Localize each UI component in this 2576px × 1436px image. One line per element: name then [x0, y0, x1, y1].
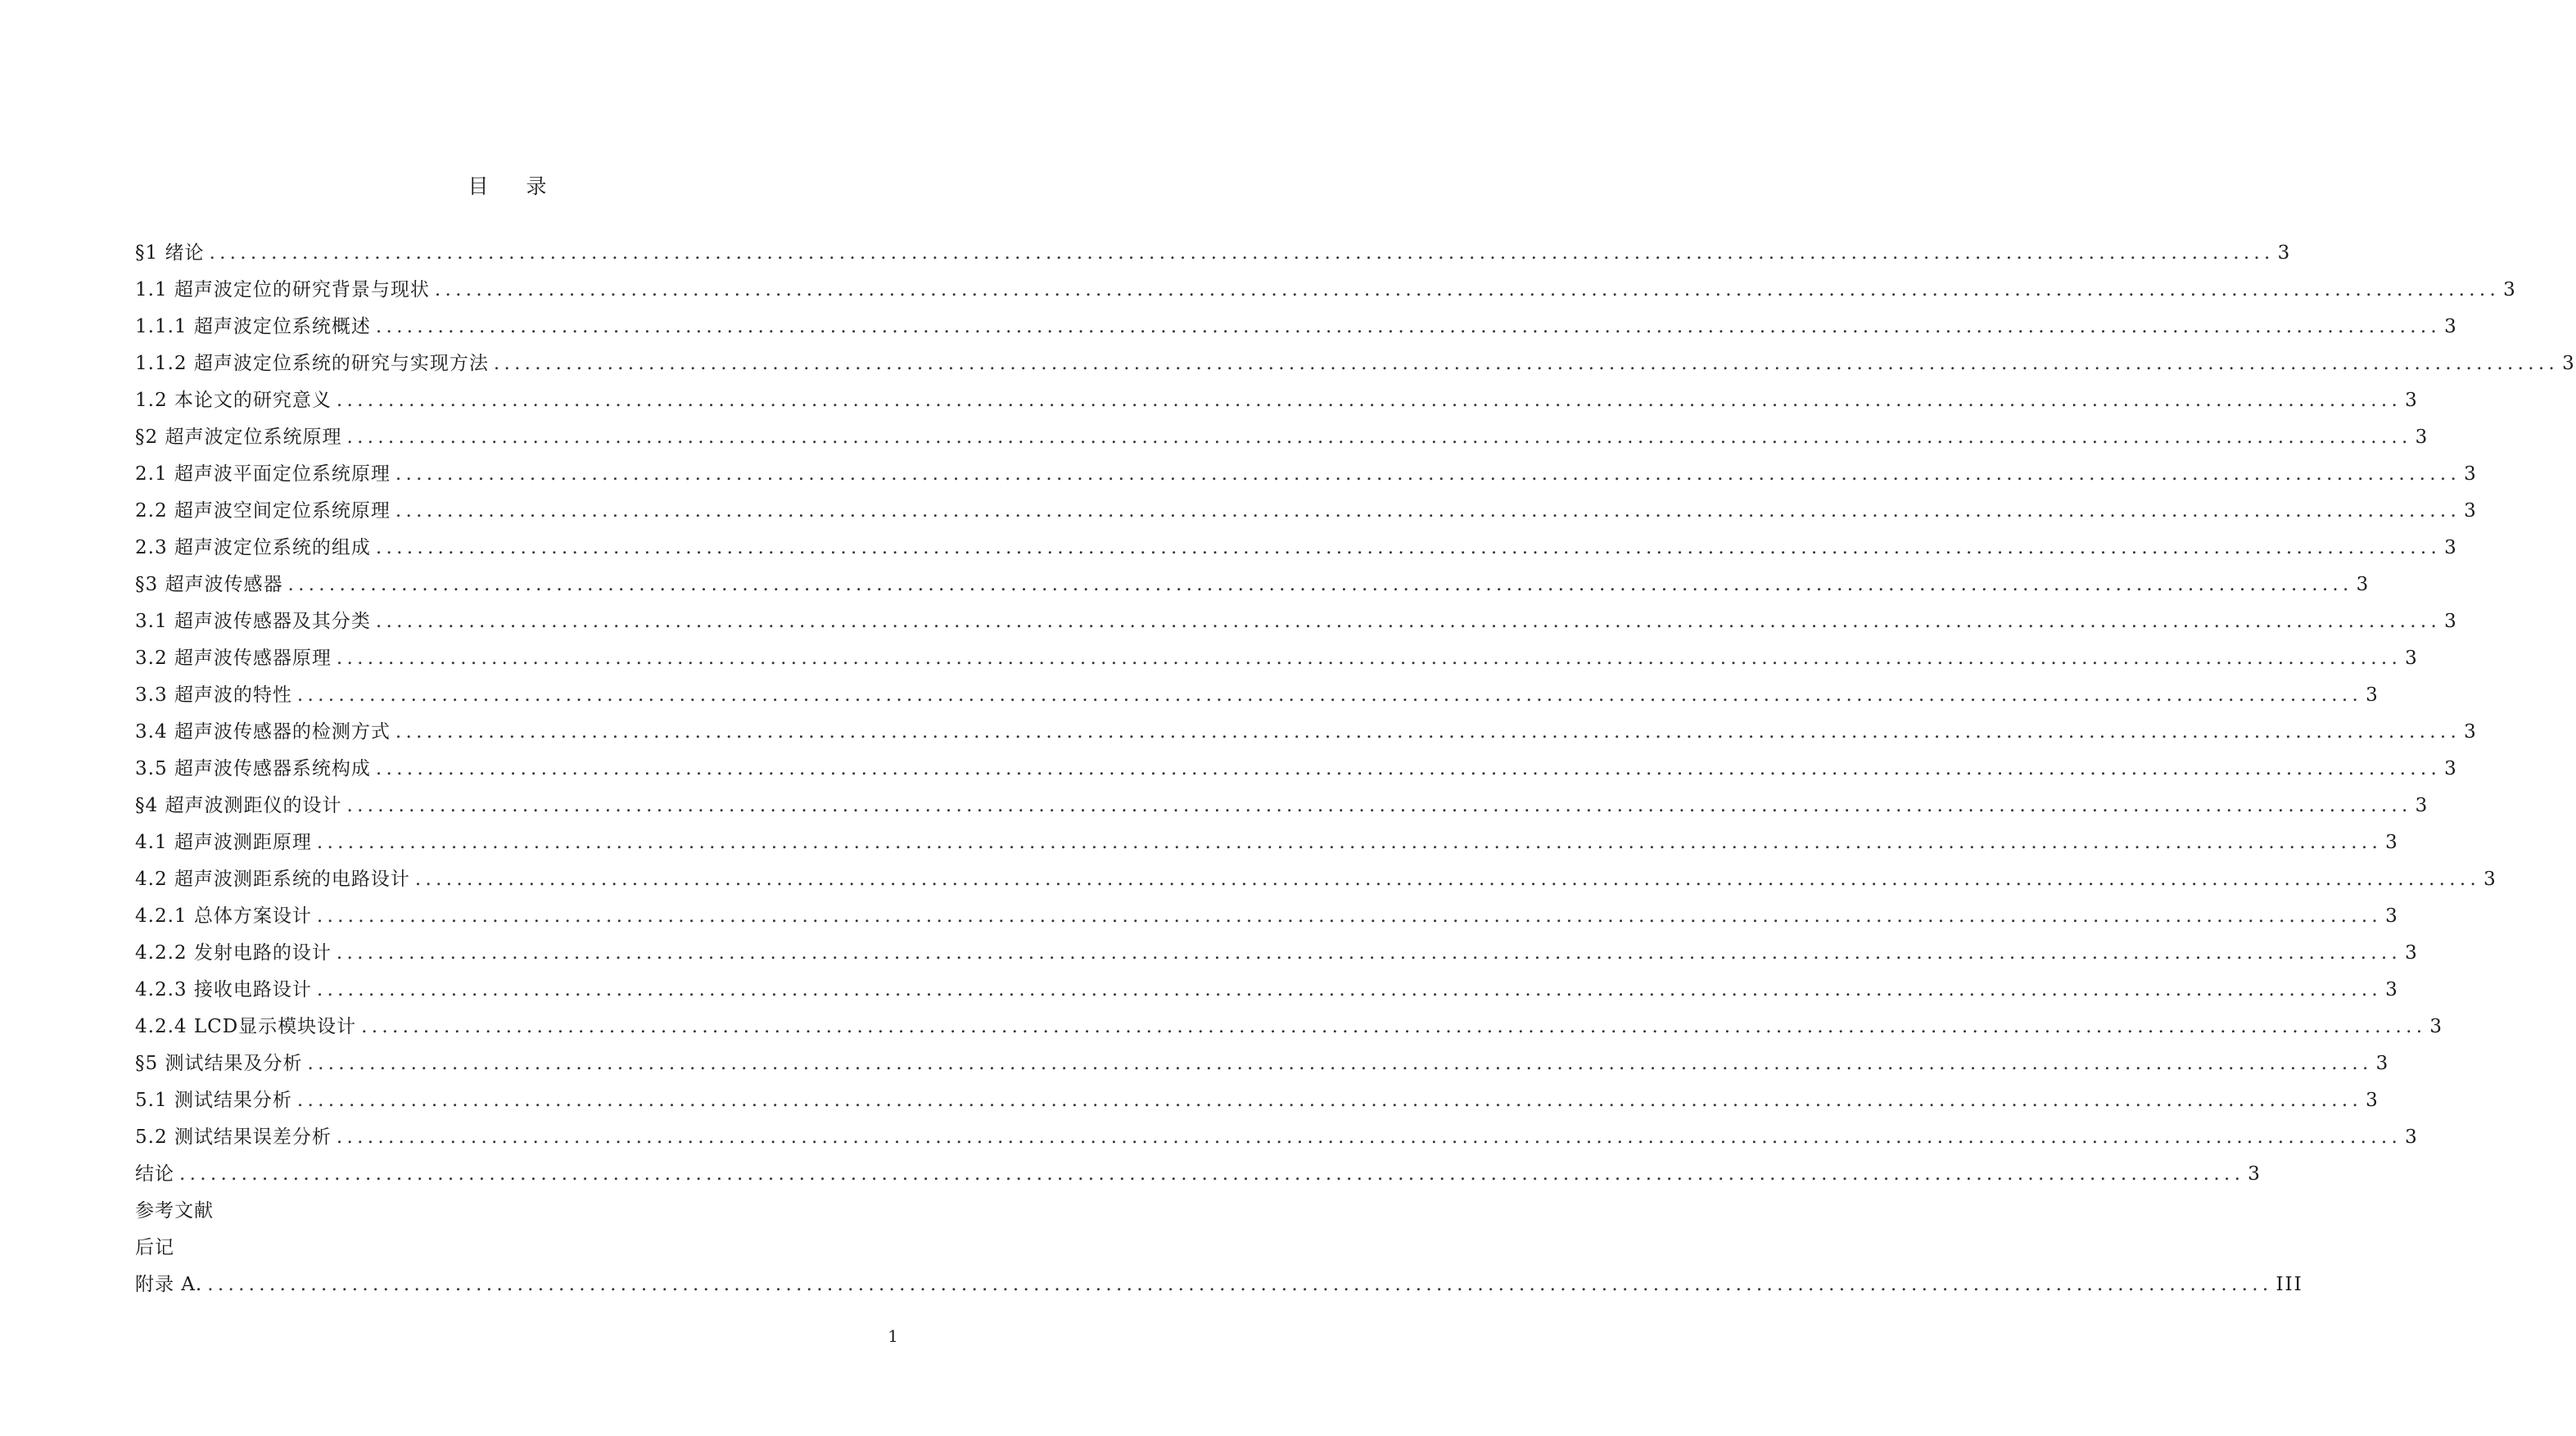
toc-entry-title: 后记 [135, 1237, 174, 1258]
toc-entry-page-number: III [2275, 1274, 2303, 1295]
toc-entry[interactable] [135, 861, 2497, 898]
toc-entry-page-number: 3 [2464, 721, 2478, 743]
toc-entry-title: 1.1.2 超声波定位系统的研究与实现方法 [135, 353, 489, 374]
toc-dot-leader: ........................................................................................................................................................................................................ [336, 1127, 2402, 1148]
toc-entry[interactable] [135, 714, 2478, 751]
toc-entry[interactable] [135, 382, 2419, 419]
page-number: 1 [888, 1326, 898, 1346]
toc-entry-page-number: 3 [2277, 242, 2292, 264]
toc-heading [0, 172, 1016, 201]
toc-entry-title: 附录 A. [135, 1274, 203, 1295]
toc-dot-leader: ........................................................................................................................................................................................................ [434, 279, 2501, 300]
toc-entry-page-number: 3 [2385, 979, 2399, 1000]
toc-entry-page-number: 3 [2405, 390, 2419, 411]
toc-entry-title: 2.1 超声波平面定位系统原理 [135, 463, 391, 485]
toc-entry-page-number: 3 [2444, 537, 2458, 558]
toc-entry[interactable] [135, 272, 2517, 309]
toc-entry[interactable] [135, 1193, 898, 1230]
toc-dot-leader: ........................................................................................................................................................................................................ [296, 1090, 2363, 1111]
toc-dot-leader: ........................................................................................................................................................................................................ [296, 684, 2363, 706]
toc-entry-title: 3.3 超声波的特性 [135, 684, 292, 706]
toc-entry[interactable] [135, 456, 2478, 493]
toc-dot-leader: ........................................................................................................................................................................................................ [307, 1053, 2373, 1074]
toc-entry-page-number: 3 [2366, 684, 2379, 706]
toc-heading-char-2: 录 [526, 174, 549, 198]
page-number-footer [0, 1326, 1016, 1346]
toc-dot-leader: ........................................................................................................................................................................................................ [361, 1016, 2427, 1037]
toc-dot-leader: ........................................................................................................................................................................................................ [395, 500, 2461, 522]
toc-dot-leader: ........................................................................................................................................................................................................ [209, 242, 2275, 264]
toc-entry-title: §2 超声波定位系统原理 [135, 427, 342, 448]
toc-entry[interactable] [135, 824, 2399, 861]
toc-entry-page-number: 3 [2464, 463, 2478, 485]
toc-entry[interactable] [135, 419, 2429, 456]
toc-entry[interactable] [135, 530, 2458, 567]
toc-heading-char-1: 目 [468, 174, 490, 198]
toc-entry-page-number: 3 [2405, 648, 2419, 669]
toc-entry-title: 5.1 测试结果分析 [135, 1090, 292, 1111]
toc-entry-title: 4.2.3 接收电路设计 [135, 979, 312, 1000]
toc-dot-leader: ........................................................................................................................................................................................................ [316, 905, 2383, 927]
toc-entry-title: 1.1 超声波定位的研究背景与现状 [135, 279, 430, 300]
toc-entry[interactable] [135, 1156, 2262, 1193]
toc-entry-page-number: 3 [2356, 574, 2370, 595]
toc-entry-title: 2.3 超声波定位系统的组成 [135, 537, 371, 558]
toc-dot-leader: ........................................................................................................................................................................................................ [287, 574, 2353, 595]
table-of-contents [135, 235, 2576, 1303]
toc-entry-title: 4.2.1 总体方案设计 [135, 905, 312, 927]
toc-entry-page-number: 3 [2464, 500, 2478, 522]
toc-entry[interactable] [135, 567, 2370, 603]
toc-entry-title: §1 绪论 [135, 242, 205, 264]
toc-entry[interactable] [135, 1045, 2390, 1082]
toc-entry[interactable] [135, 235, 2292, 272]
toc-entry-page-number: 3 [2385, 832, 2399, 853]
toc-entry[interactable] [135, 1009, 2444, 1045]
toc-dot-leader: ........................................................................................................................................................................................................ [346, 795, 2412, 816]
toc-dot-leader: ........................................................................................................................................................................................................ [375, 316, 2442, 337]
toc-dot-leader: ........................................................................................................................................................................................................ [375, 758, 2442, 779]
toc-entry[interactable] [135, 603, 2458, 640]
toc-entry[interactable] [135, 898, 2399, 935]
toc-entry[interactable] [135, 1230, 898, 1267]
toc-entry[interactable] [135, 1267, 2303, 1303]
toc-entry[interactable] [135, 935, 2419, 972]
toc-entry-page-number: 3 [2562, 353, 2576, 374]
toc-entry-page-number: 3 [2429, 1016, 2444, 1037]
toc-entry[interactable] [135, 493, 2478, 530]
toc-entry-title: 4.2.2 发射电路的设计 [135, 942, 332, 964]
toc-entry[interactable] [135, 640, 2419, 677]
toc-entry-title: 3.2 超声波传感器原理 [135, 648, 332, 669]
toc-entry-title: 4.2 超声波测距系统的电路设计 [135, 869, 410, 890]
toc-entry[interactable] [135, 751, 2458, 788]
toc-entry-page-number: 3 [2483, 869, 2497, 890]
toc-dot-leader: ........................................................................................................................................................................................................ [336, 390, 2402, 411]
toc-dot-leader: ........................................................................................................................................................................................................ [336, 942, 2402, 964]
toc-entry[interactable] [135, 309, 2458, 345]
toc-dot-leader: ........................................................................................................................................................................................................ [395, 463, 2461, 485]
toc-dot-leader: ........................................................................................................................................................................................................ [375, 537, 2442, 558]
toc-entry-page-number: 3 [2248, 1163, 2262, 1185]
toc-entry[interactable] [135, 788, 2429, 824]
toc-dot-leader: ........................................................................................................................................................................................................ [316, 979, 2383, 1000]
toc-dot-leader: ........................................................................................................................................................................................................ [375, 611, 2442, 632]
toc-entry-title: §3 超声波传感器 [135, 574, 283, 595]
toc-entry-page-number: 3 [2415, 427, 2429, 448]
toc-entry[interactable] [135, 1119, 2419, 1156]
toc-entry-page-number: 3 [2444, 611, 2458, 632]
toc-entry-page-number: 3 [2385, 905, 2399, 927]
toc-dot-leader: ........................................................................................................................................................................................................ [316, 832, 2383, 853]
toc-entry-page-number: 3 [2415, 795, 2429, 816]
toc-entry-title: 1.2 本论文的研究意义 [135, 390, 332, 411]
toc-entry-title: 4.2.4 LCD显示模块设计 [135, 1016, 357, 1037]
toc-entry-page-number: 3 [2375, 1053, 2390, 1074]
toc-entry-title: 5.2 测试结果误差分析 [135, 1127, 332, 1148]
toc-entry-page-number: 3 [2444, 316, 2458, 337]
toc-entry-title: 结论 [135, 1163, 174, 1185]
toc-entry-page-number: 3 [2405, 942, 2419, 964]
toc-dot-leader: ........................................................................................................................................................................................................ [493, 353, 2560, 374]
toc-entry-title: 1.1.1 超声波定位系统概述 [135, 316, 371, 337]
toc-entry-title: 3.1 超声波传感器及其分类 [135, 611, 371, 632]
toc-entry-page-number: 3 [2503, 279, 2517, 300]
toc-dot-leader: ........................................................................................................................................................................................................ [395, 721, 2461, 743]
toc-dot-leader: ........................................................................................................................................................................................................ [346, 427, 2412, 448]
toc-entry-title: 2.2 超声波空间定位系统原理 [135, 500, 391, 522]
toc-entry-title: §4 超声波测距仪的设计 [135, 795, 342, 816]
toc-entry-title: 参考文献 [135, 1200, 214, 1222]
toc-entry-title: 3.4 超声波传感器的检测方式 [135, 721, 391, 743]
toc-dot-leader: ........................................................................................................................................................................................................ [414, 869, 2481, 890]
toc-dot-leader: ........................................................................................................................................................................................................ [207, 1274, 2273, 1295]
toc-entry[interactable] [135, 972, 2399, 1009]
toc-dot-leader: ........................................................................................................................................................................................................ [179, 1163, 2245, 1185]
toc-entry[interactable] [135, 345, 2576, 382]
toc-entry-title: 3.5 超声波传感器系统构成 [135, 758, 371, 779]
toc-entry-title: 4.1 超声波测距原理 [135, 832, 312, 853]
toc-entry[interactable] [135, 677, 2379, 714]
toc-dot-leader: ........................................................................................................................................................................................................ [336, 648, 2402, 669]
toc-entry-page-number: 3 [2444, 758, 2458, 779]
toc-entry-title: §5 测试结果及分析 [135, 1053, 303, 1074]
toc-entry-page-number: 3 [2405, 1127, 2419, 1148]
toc-entry[interactable] [135, 1082, 2379, 1119]
toc-entry-page-number: 3 [2366, 1090, 2379, 1111]
